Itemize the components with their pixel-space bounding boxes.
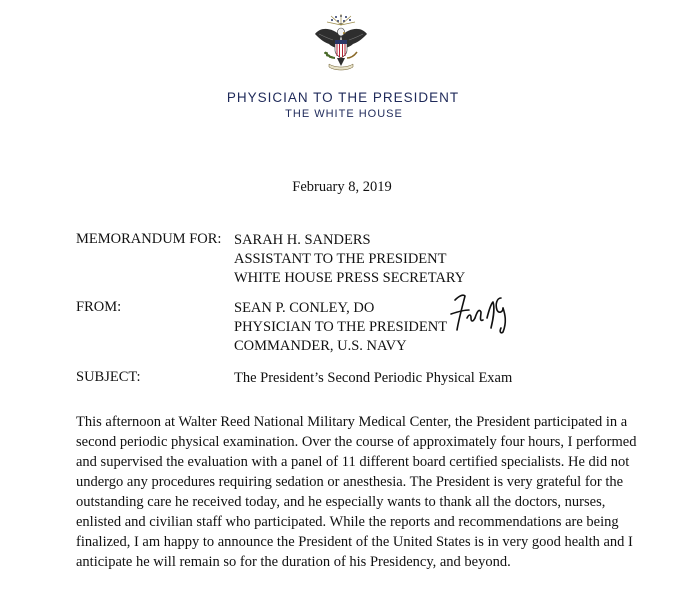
recipient-role: WHITE HOUSE PRESS SECRETARY — [234, 270, 466, 286]
from-label: FROM: — [76, 299, 122, 315]
body-line: This afternoon at Walter Reed National Military Medical Center, the President participated in a — [76, 414, 628, 430]
memo-date: February 8, 2019 — [292, 179, 392, 195]
body-line: undergo any procedures requiring sedation or anesthesia. The President is very grateful for the — [76, 474, 624, 490]
handwritten-signature — [445, 288, 525, 336]
body-line: enlisted and civilian staff who participated. While the reports and recommendations are being — [76, 514, 619, 530]
body-line: finalized, I am happy to announce the President of the United States is in very good health and I — [76, 534, 633, 550]
body-line: second periodic physical examination. Over the course of approximately four hours, I performed — [76, 434, 637, 450]
body-line: outstanding care he received today, and he especially wants to thank all the doctors, nurses, — [76, 494, 606, 510]
recipient-title: ASSISTANT TO THE PRESIDENT — [234, 251, 447, 267]
memorandum-for-recipient — [234, 231, 465, 288]
body-line: anticipate he will remain so for the duration of his Presidency, and beyond. — [76, 554, 511, 570]
subject-value: The President’s Second Periodic Physical Exam — [234, 370, 513, 386]
sender-rank: COMMANDER, U.S. NAVY — [234, 338, 407, 354]
sender-name: SEAN P. CONLEY, DO — [234, 300, 375, 316]
letterhead-office: PHYSICIAN TO THE PRESIDENT — [226, 90, 460, 105]
body-line: and supervised the evaluation with a panel of 11 different board certified specialists. He did not — [76, 454, 630, 470]
sender-title: PHYSICIAN TO THE PRESIDENT — [234, 319, 448, 335]
memo-body — [76, 412, 637, 572]
letterhead-institution: THE WHITE HOUSE — [285, 108, 403, 120]
subject-label: SUBJECT: — [76, 369, 141, 385]
from-sender — [234, 299, 447, 356]
memorandum-for-label: MEMORANDUM FOR: — [76, 231, 222, 247]
presidential-seal-icon — [311, 12, 371, 78]
recipient-name: SARAH H. SANDERS — [234, 232, 371, 248]
